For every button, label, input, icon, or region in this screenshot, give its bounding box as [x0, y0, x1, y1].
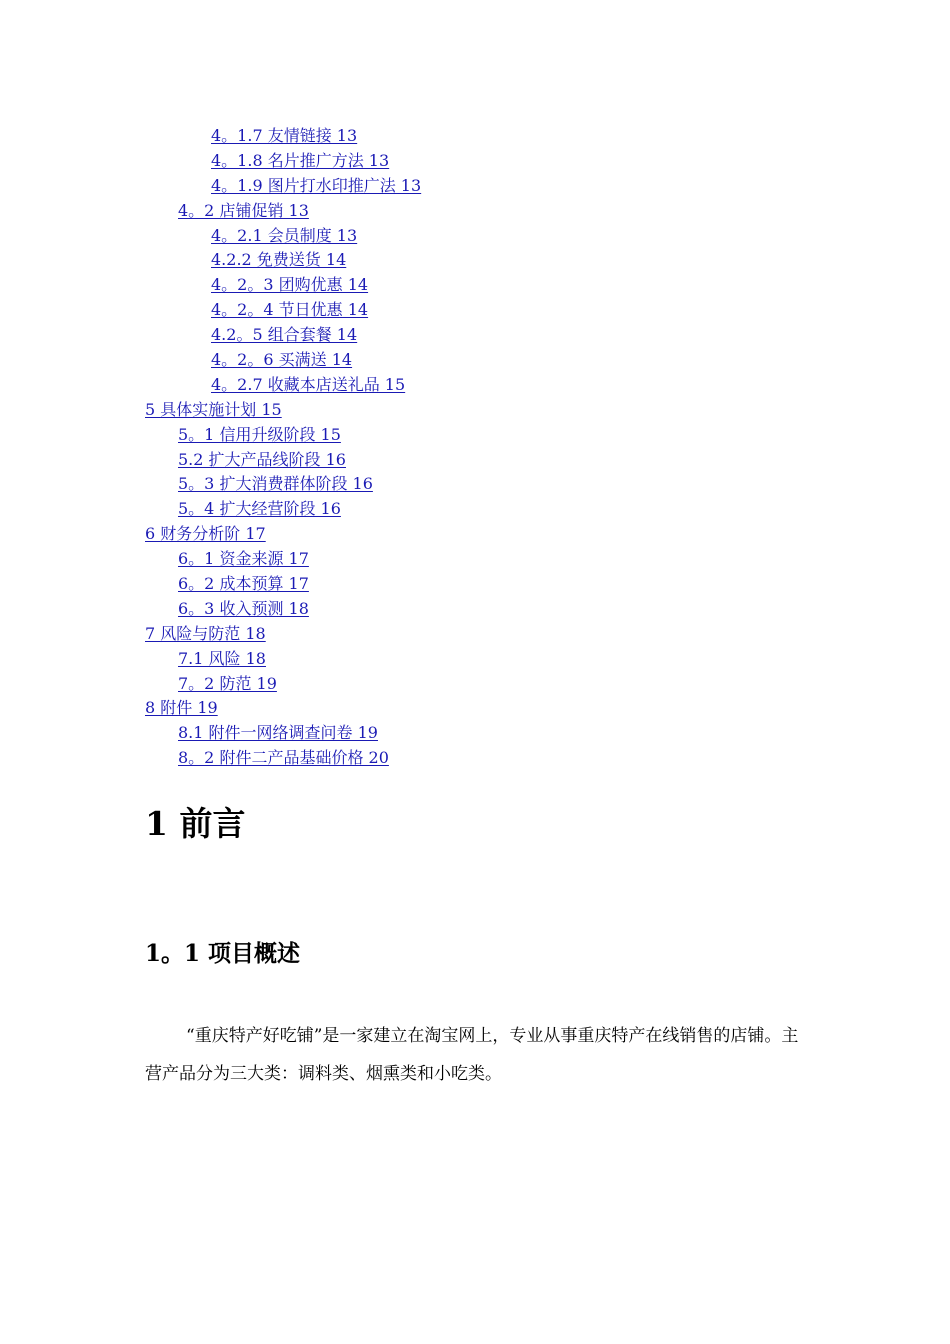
toc-entry — [0, 124, 950, 149]
toc-entry — [0, 248, 950, 273]
toc-link[interactable]: 6。3 收入预测 18 — [178, 598, 309, 618]
toc-entry — [0, 547, 950, 572]
section-heading-1: 1 前言 — [145, 804, 246, 843]
toc-entry — [0, 672, 950, 697]
toc-entry — [0, 746, 950, 771]
toc-link[interactable]: 4。1.7 友情链接 13 — [211, 126, 358, 145]
toc-entry — [0, 199, 950, 224]
toc-link[interactable]: 7。2 防范 19 — [178, 673, 277, 693]
toc-entry — [0, 298, 950, 323]
toc-entry — [0, 696, 950, 721]
toc-entry — [0, 622, 950, 647]
toc-entry — [0, 522, 950, 547]
toc-link[interactable]: 4。2。3 团购优惠 14 — [211, 275, 369, 295]
toc-link[interactable]: 7.1 风险 18 — [178, 648, 266, 668]
toc-link[interactable]: 4。1.8 名片推广方法 13 — [211, 150, 390, 170]
toc-link[interactable]: 5.2 扩大产品线阶段 16 — [178, 449, 346, 469]
toc-link[interactable]: 6 财务分析阶 17 — [145, 524, 266, 544]
toc-link[interactable]: 5。3 扩大消费群体阶段 16 — [178, 474, 373, 494]
toc-link[interactable]: 6。2 成本预算 17 — [178, 574, 309, 594]
toc-link[interactable]: 8.1 附件一网络调查问卷 19 — [178, 723, 378, 743]
toc-link[interactable]: 4.2.2 免费送货 14 — [211, 250, 347, 270]
toc-entry — [0, 472, 950, 497]
toc-link[interactable]: 4。2.7 收藏本店送礼品 15 — [211, 374, 406, 394]
table-of-contents — [0, 124, 950, 771]
toc-link[interactable]: 6。1 资金来源 17 — [178, 549, 309, 569]
toc-link[interactable]: 8 附件 19 — [145, 698, 218, 718]
toc-link[interactable]: 4。2。6 买满送 14 — [211, 350, 353, 370]
toc-entry — [0, 323, 950, 348]
toc-link[interactable]: 4.2。5 组合套餐 14 — [211, 325, 358, 345]
toc-link[interactable]: 4。2。4 节日优惠 14 — [211, 300, 369, 320]
toc-link[interactable]: 7 风险与防范 18 — [145, 623, 266, 643]
toc-entry — [0, 224, 950, 249]
toc-link[interactable]: 5。1 信用升级阶段 15 — [178, 424, 341, 444]
toc-link[interactable]: 4。2 店铺促销 13 — [178, 200, 309, 220]
toc-link[interactable]: 4。2.1 会员制度 13 — [211, 225, 358, 245]
toc-entry — [0, 597, 950, 622]
section-heading-1-1: 1。1 项目概述 — [145, 940, 301, 967]
toc-entry — [0, 398, 950, 423]
toc-entry — [0, 149, 950, 174]
toc-link[interactable]: 5。4 扩大经营阶段 16 — [178, 499, 341, 519]
toc-entry — [0, 273, 950, 298]
toc-entry — [0, 721, 950, 746]
body-paragraph: “重庆特产好吃铺”是一家建立在淘宝网上，专业从事重庆特产在线销售的店铺。主营产品分为三大类：调料类、烟熏类和小吃类。 — [145, 1026, 799, 1084]
toc-entry — [0, 572, 950, 597]
toc-entry — [0, 647, 950, 672]
toc-entry — [0, 497, 950, 522]
toc-link[interactable]: 8。2 附件二产品基础价格 20 — [178, 748, 389, 768]
toc-entry — [0, 348, 950, 373]
toc-link[interactable]: 5 具体实施计划 15 — [145, 399, 282, 419]
toc-entry — [0, 423, 950, 448]
toc-link[interactable]: 4。1.9 图片打水印推广法 13 — [211, 175, 422, 195]
toc-entry — [0, 448, 950, 473]
toc-entry — [0, 174, 950, 199]
toc-entry — [0, 373, 950, 398]
